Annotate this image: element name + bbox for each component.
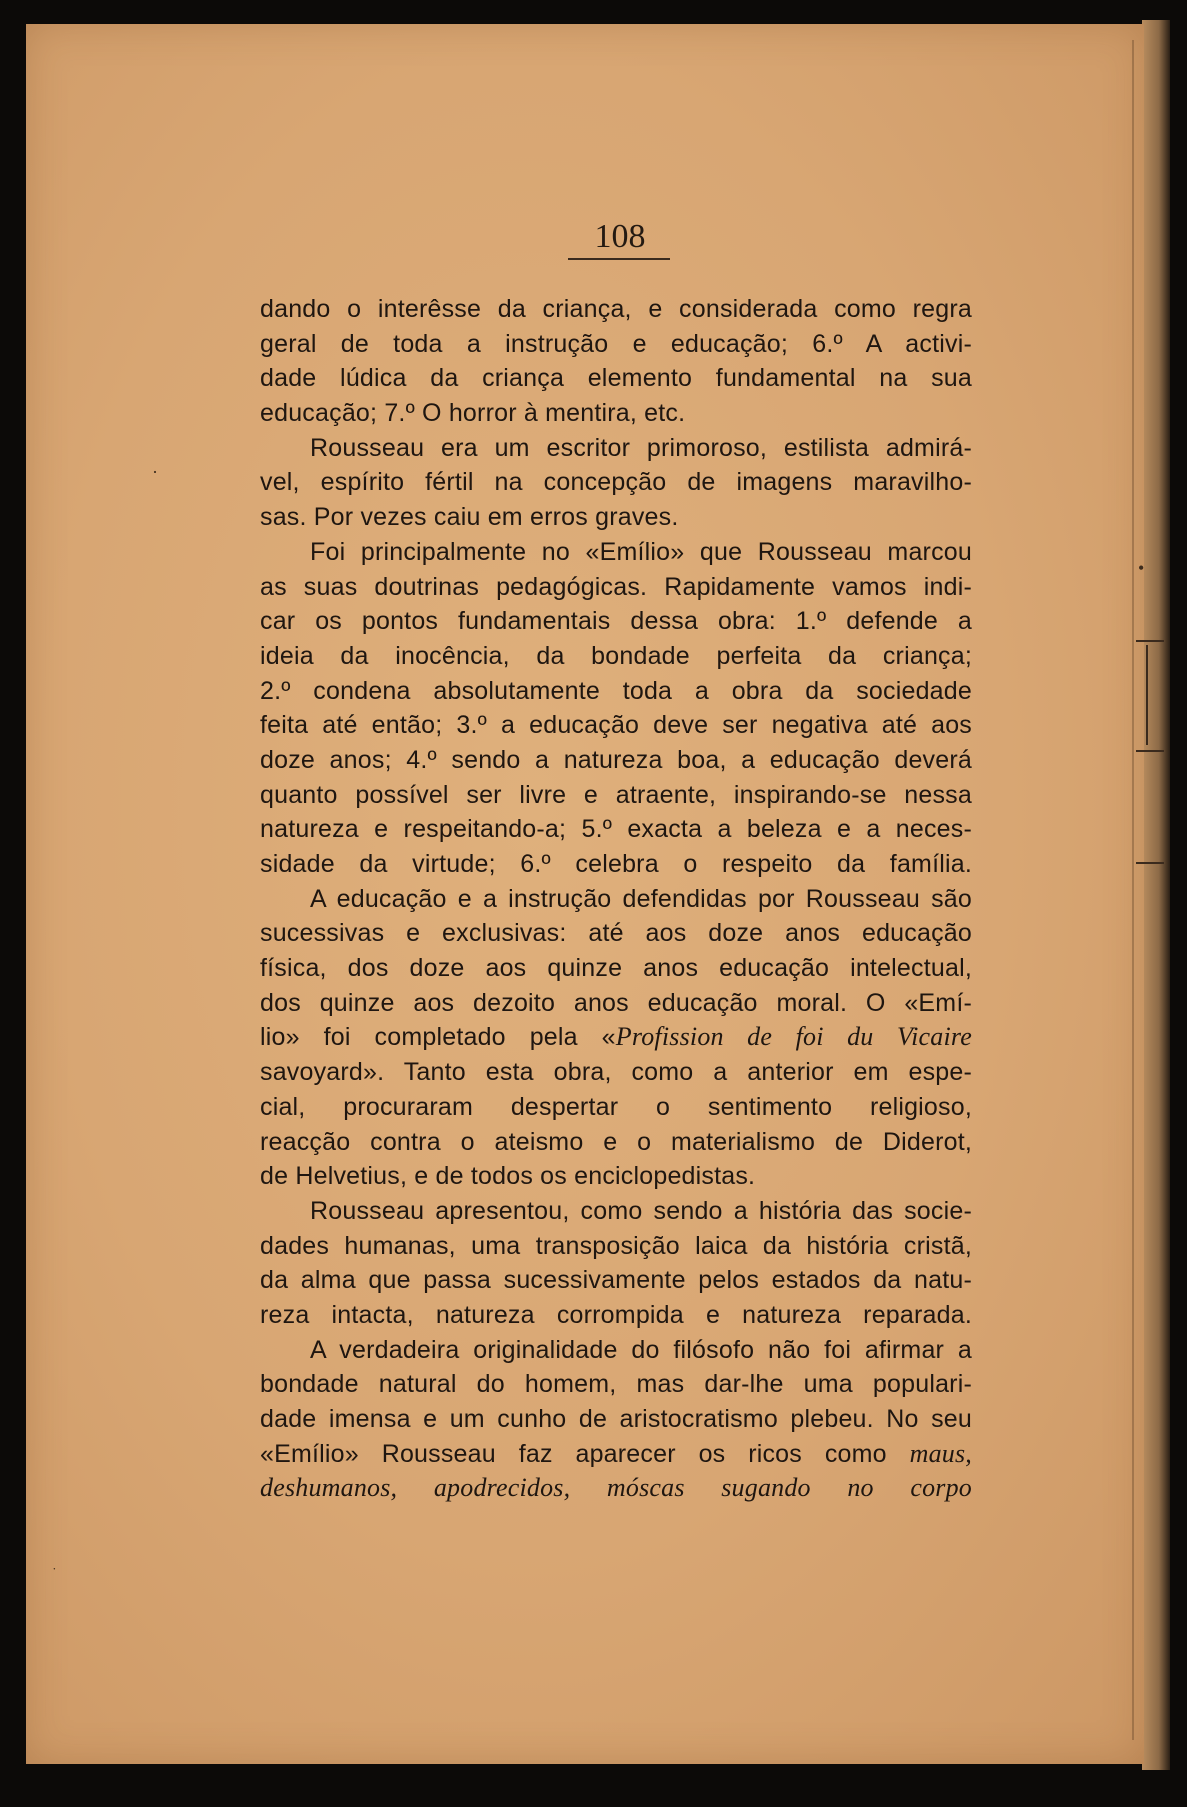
body-text — [260, 292, 972, 1506]
text-line: Foi principalmente no «Emílio» que Rousseau marcou — [310, 537, 972, 566]
text-segment: «Emílio» Rousseau faz aparecer os ricos como — [260, 1439, 910, 1468]
text-line: A educação e a instrução defendidas por Rousseau são — [310, 884, 972, 913]
text-line: quanto possível ser livre e atraente, inspirando-se nessa — [260, 780, 972, 809]
text-line: geral de toda a instrução e educação; 6.º A activi- — [260, 329, 972, 358]
text-line: bondade natural do homem, mas dar-lhe uma populari- — [260, 1370, 972, 1399]
text-line: natureza e respeitando-a; 5.º exacta a beleza e a neces- — [260, 815, 972, 844]
text-segment: lio» foi completado pela « — [260, 1023, 616, 1052]
text-line: 2.º condena absolutamente toda a obra da sociedade — [260, 676, 972, 705]
text-line: cial, procuraram despertar o sentimento religioso, — [260, 1092, 972, 1121]
text-line: educação; 7.º O horror à mentira, etc. — [260, 399, 686, 428]
margin-rule — [1146, 645, 1148, 745]
page-number: 108 — [594, 218, 646, 255]
italic-word: maus, — [909, 1438, 972, 1468]
margin-dot: ˙ — [52, 1566, 57, 1581]
text-line: dade imensa e um cunho de aristocratismo plebeu. No seu — [260, 1405, 972, 1433]
text-line: feita até então; 3.º a educação deve ser negativa até aos — [260, 711, 972, 740]
text-line: física, dos doze aos quinze anos educação intelectual, — [260, 954, 972, 983]
text-line: as suas doutrinas pedagógicas. Rapidamente vamos indi- — [260, 572, 972, 601]
text-line: dando o interêsse da criança, e considerada como regra — [260, 295, 972, 323]
text-line: car os pontos fundamentais dessa obra: 1.º defende a — [260, 607, 972, 636]
text-line: ideia da inocência, da bondade perfeita da criança; — [260, 641, 972, 670]
text-line: sucessivas e exclusivas: até aos doze anos educação — [260, 919, 972, 948]
text-line: dade lúdica da criança elemento fundamental na sua — [260, 364, 972, 393]
text-line: reza intacta, natureza corrompida e natureza reparada. — [260, 1300, 972, 1329]
text-line: Rousseau era um escritor primoroso, estilista admirá- — [310, 433, 972, 462]
text-line: A verdadeira originalidade do filósofo não foi afirmar a — [310, 1335, 972, 1364]
text-line: dades humanas, uma transposição laica da história cristã, — [260, 1231, 972, 1260]
margin-rule — [1136, 640, 1164, 642]
italic-title: Profission de foi du Vicaire — [615, 1022, 972, 1052]
page-fold-line — [1132, 40, 1134, 1740]
header-rule — [568, 258, 670, 260]
text-line: da alma que passa sucessivamente pelos estados da natu- — [260, 1266, 972, 1295]
text-line: sidade da virtude; 6.º celebra o respeito da família. — [260, 850, 972, 878]
margin-dot: · — [152, 462, 158, 482]
text-line: de Helvetius, e de todos os enciclopedistas. — [260, 1162, 756, 1191]
book-spine — [1142, 20, 1170, 1770]
text-line-italic — [260, 1471, 972, 1506]
margin-dot: • — [1138, 558, 1145, 578]
text-line: sas. Por vezes caiu em erros graves. — [260, 503, 679, 532]
text-line: Rousseau apresentou, como sendo a história das socie- — [310, 1196, 972, 1225]
margin-rule — [1136, 750, 1164, 752]
text-line-with-italic — [260, 1020, 972, 1055]
text-line: vel, espírito fértil na concepção de imagens maravilho- — [260, 468, 972, 497]
italic-phrase: deshumanos, apodrecidos, móscas sugando no corpo — [260, 1473, 972, 1503]
margin-rule — [1136, 862, 1164, 864]
text-line-with-italic — [260, 1437, 972, 1472]
text-line: reacção contra o ateismo e o materialismo de Diderot, — [260, 1127, 972, 1156]
text-line: dos quinze aos dezoito anos educação moral. O «Emí- — [260, 988, 972, 1017]
text-line: savoyard». Tanto esta obra, como a anterior em espe- — [260, 1058, 972, 1087]
text-line: doze anos; 4.º sendo a natureza boa, a educação deverá — [260, 745, 972, 774]
